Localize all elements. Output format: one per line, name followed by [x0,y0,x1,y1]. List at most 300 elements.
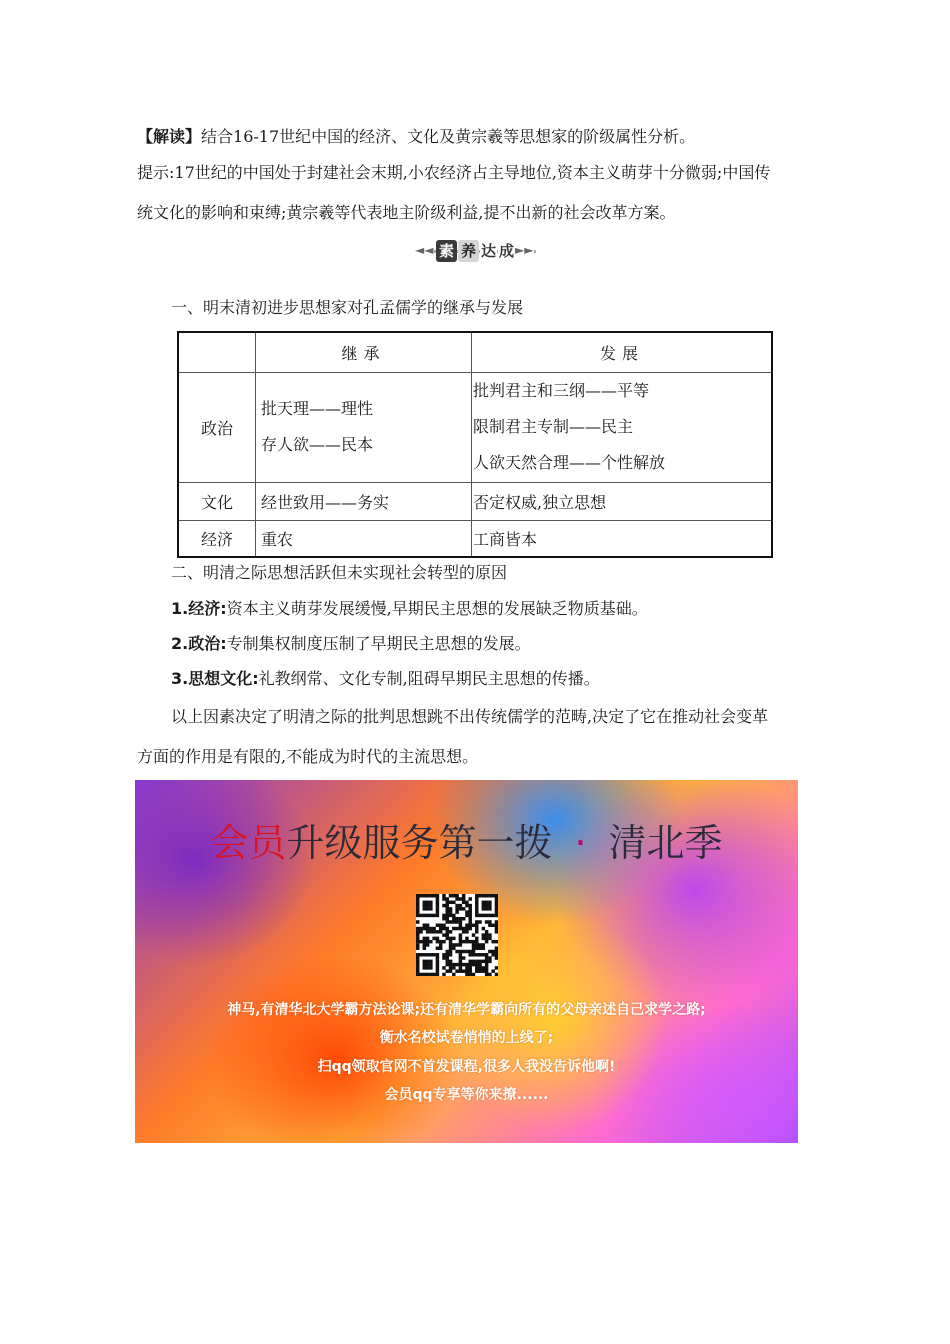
qr-module [449,940,452,943]
qr-module [426,930,429,933]
qr-module [452,894,455,897]
qr-module [472,924,475,927]
qr-module [465,966,468,969]
qr-module [416,953,419,956]
qr-module [482,933,485,936]
qr-module [416,943,419,946]
reason-culture [171,668,600,690]
jiedu-label: 【解读】 [137,127,202,146]
qr-module [423,953,426,956]
qr-module [455,910,458,913]
qr-module [416,910,419,913]
qr-module [436,973,439,976]
qr-module [446,953,449,956]
qr-module [449,894,452,897]
qr-module [429,960,432,963]
qr-module [488,933,491,936]
qr-module [468,940,471,943]
qr-module [426,953,429,956]
qr-module [495,910,498,913]
qr-module [478,914,481,917]
qr-module [485,914,488,917]
qr-module [452,946,455,949]
qr-module [419,914,422,917]
cell-economy-develop: 工商皆本 [472,520,773,557]
table-header-inherit: 继承 [256,332,472,372]
qr-module [446,897,449,900]
qr-module [426,907,429,910]
qr-module [432,914,435,917]
qr-module [482,894,485,897]
qr-module [459,927,462,930]
qr-module [446,930,449,933]
qr-module [439,946,442,949]
qr-module [459,960,462,963]
qr-module [462,897,465,900]
reason-text: 礼教纲常、文化专制,阻碍早期民主思想的传播。 [258,669,600,688]
qr-module [446,960,449,963]
qr-module [416,897,419,900]
qr-module [426,914,429,917]
qr-module [452,920,455,923]
badge-char-su: 素 [436,240,457,262]
qr-module [442,953,445,956]
qr-module [482,914,485,917]
cell-politics-inherit [256,372,472,482]
qr-module [432,930,435,933]
qr-module [436,894,439,897]
qr-module [475,904,478,907]
reason-text: 专制集权制度压制了早期民主思想的发展。 [226,634,531,653]
qr-module [426,894,429,897]
qr-module [446,901,449,904]
qr-module [478,963,481,966]
qr-module [436,940,439,943]
qr-module [459,937,462,940]
qr-module [475,940,478,943]
reason-economy [171,598,648,620]
qr-module [468,920,471,923]
qr-module [419,894,422,897]
qr-module [485,956,488,959]
row-label-politics: 政治 [178,372,256,482]
section-badge [416,238,536,266]
qr-module [436,901,439,904]
qr-module [416,956,419,959]
qr-module [426,940,429,943]
qr-module [452,901,455,904]
qr-module [475,966,478,969]
badge-char-cheng: 成 [499,242,515,260]
qr-module [449,969,452,972]
qr-module [416,960,419,963]
banner-line-1: 神马,有清华北大学霸方法论课;还有清华学霸向所有的父母亲述自己求学之路; [227,1002,706,1018]
qr-module [452,917,455,920]
promo-banner[interactable] [135,780,798,1143]
qr-module [442,924,445,927]
qr-module [485,960,488,963]
qr-module [468,897,471,900]
qr-module [459,950,462,953]
qr-module [475,914,478,917]
qr-module [462,917,465,920]
qr-module [495,920,498,923]
qr-module [465,940,468,943]
qr-module [465,963,468,966]
qr-module [419,973,422,976]
qr-module [432,894,435,897]
qr-module [475,930,478,933]
qr-module [478,969,481,972]
qr-module [465,950,468,953]
qr-module [468,907,471,910]
section1-title: 一、明末清初进步思想家对孔孟儒学的继承与发展 [171,298,524,317]
qr-module [491,940,494,943]
qr-module [472,933,475,936]
cell-line: 存人欲——民本 [261,435,374,454]
qr-module [459,933,462,936]
qr-module [475,937,478,940]
qr-module [416,904,419,907]
qr-module [485,933,488,936]
qr-module [459,966,462,969]
qr-module [419,930,422,933]
qr-module [459,917,462,920]
qr-module [449,950,452,953]
qr-module [446,907,449,910]
qr-module [485,901,488,904]
qr-module [472,963,475,966]
qr-module [429,953,432,956]
qr-module [491,924,494,927]
table-row-economy [178,520,772,557]
qr-module [429,973,432,976]
qr-module [488,937,491,940]
qr-module [452,937,455,940]
qr-module [449,943,452,946]
qr-module [485,963,488,966]
qr-module [449,966,452,969]
qr-module [429,904,432,907]
banner-title-red: 会员 [210,821,287,865]
qr-module [423,937,426,940]
qr-module [488,894,491,897]
qr-module [429,940,432,943]
qr-module [432,937,435,940]
qr-module [429,966,432,969]
qr-module [429,914,432,917]
qr-module [455,907,458,910]
qr-module [482,907,485,910]
qr-module [478,966,481,969]
qr-module [423,960,426,963]
qr-module [416,937,419,940]
qr-module [485,907,488,910]
qr-module [468,960,471,963]
qr-module [462,963,465,966]
cell-economy-inherit: 重农 [256,520,472,557]
qr-module [475,901,478,904]
qr-module [485,894,488,897]
qr-module [429,963,432,966]
reason-label: 1.经济: [171,599,227,618]
qr-module [426,966,429,969]
table-row-culture [178,482,772,520]
qr-code-graphic [416,894,498,976]
qr-module [468,950,471,953]
qr-module [485,966,488,969]
qr-module [452,943,455,946]
qr-module [495,907,498,910]
qr-module [472,973,475,976]
badge-char-yang: 养 [458,240,479,262]
qr-module [495,946,498,949]
qr-module [439,940,442,943]
qr-module [423,894,426,897]
qr-module [442,914,445,917]
qr-module [475,943,478,946]
qr-module [436,930,439,933]
qr-module [426,963,429,966]
qr-module [495,901,498,904]
reason-label: 3.思想文化: [171,669,259,688]
qr-module [446,910,449,913]
qr-module [491,953,494,956]
qr-module [465,924,468,927]
qr-module [449,910,452,913]
reason-text: 资本主义萌芽发展缓慢,早期民主思想的发展缺乏物质基础。 [226,599,648,618]
qr-module [465,901,468,904]
qr-module [449,930,452,933]
reason-politics [171,633,531,655]
qr-module [446,969,449,972]
qr-module [416,933,419,936]
qr-module [455,894,458,897]
qr-module [482,966,485,969]
qr-module [495,930,498,933]
qr-module [485,930,488,933]
qr-module [436,946,439,949]
qr-module [423,924,426,927]
table-header-row [178,332,772,372]
qr-module [426,960,429,963]
cell-line: 批判君主和三纲——平等 [473,381,650,400]
qr-module [468,963,471,966]
qr-module [439,924,442,927]
qr-module [423,907,426,910]
qr-module [488,960,491,963]
qr-module [442,894,445,897]
qr-module [482,937,485,940]
qr-module [475,953,478,956]
qr-module [449,963,452,966]
qr-module [472,960,475,963]
qr-module [449,946,452,949]
qr-module [462,901,465,904]
qr-module [485,920,488,923]
qr-module [488,956,491,959]
qr-module [475,924,478,927]
qr-module [423,973,426,976]
qr-module [482,943,485,946]
qr-module [455,950,458,953]
qr-module [491,969,494,972]
qr-module [495,904,498,907]
qr-module [449,953,452,956]
qr-module [439,943,442,946]
qr-module [449,920,452,923]
qr-module [423,904,426,907]
qr-module [452,963,455,966]
qr-module [429,927,432,930]
cell-culture-develop: 否定权威,独立思想 [472,482,773,520]
qr-module [462,907,465,910]
qr-module [436,897,439,900]
qr-module [475,960,478,963]
banner-title-main: 升级服务第一拨 [286,821,553,865]
qr-module [446,956,449,959]
qr-module [465,914,468,917]
qr-module [449,960,452,963]
qr-module [468,914,471,917]
qr-module [416,920,419,923]
qr-module [446,920,449,923]
qr-module [449,901,452,904]
jiedu-paragraph [137,126,695,148]
qr-module [462,950,465,953]
qr-module [485,973,488,976]
qr-module [423,963,426,966]
cell-line: 限制君主专制——民主 [473,417,634,436]
qr-module [439,930,442,933]
qr-module [442,927,445,930]
qr-module [459,897,462,900]
qr-module [442,973,445,976]
qr-module [455,920,458,923]
qr-module [488,901,491,904]
qr-module [485,940,488,943]
qr-module [416,963,419,966]
qr-module [482,960,485,963]
qr-module [449,937,452,940]
qr-module [426,937,429,940]
qr-module [468,917,471,920]
qr-module [416,946,419,949]
qr-module [429,901,432,904]
qr-module [482,904,485,907]
qr-module [416,907,419,910]
banner-line-3: 扫qq领取官网不首发课程,很多人我没告诉他啊! [317,1059,616,1075]
qr-module [455,897,458,900]
qr-module [426,924,429,927]
qr-module [439,927,442,930]
qr-module [475,963,478,966]
qr-module [465,969,468,972]
qr-module [416,973,419,976]
qr-module [419,940,422,943]
qr-module [468,966,471,969]
qr-module [495,897,498,900]
table-header-develop: 发展 [472,332,773,372]
qr-module [485,904,488,907]
badge-right-arrow-icon: ►► [515,243,534,257]
tishi-line-2: 统文化的影响和束缚;黄宗羲等代表地主阶级利益,提不出新的社会改革方案。 [137,203,676,222]
qr-module [462,930,465,933]
banner-title-right: 清北季 [608,821,723,865]
banner-line-2: 衡水名校试卷悄悄的上线了; [379,1030,554,1046]
qr-module [488,950,491,953]
badge-left-arrow-icon: ◄◄ [415,243,434,257]
qr-module [488,924,491,927]
cell-culture-inherit: 经世致用——务实 [256,482,472,520]
qr-module [452,966,455,969]
qr-module [482,927,485,930]
badge-char-da: 达 [481,242,497,260]
qr-module [488,920,491,923]
qr-code-icon[interactable] [416,894,498,976]
qr-module [465,973,468,976]
row-label-culture: 文化 [178,482,256,520]
qr-module [423,966,426,969]
qr-module [416,930,419,933]
qr-module [468,910,471,913]
qr-module [475,920,478,923]
qr-module [475,946,478,949]
qr-module [459,907,462,910]
qr-module [475,897,478,900]
qr-module [491,914,494,917]
qr-module [436,924,439,927]
qr-module [459,956,462,959]
qr-module [423,943,426,946]
conclusion-line-1: 以上因素决定了明清之际的批判思想跳不出传统儒学的范畴,决定了它在推动社会变革 [171,707,769,726]
qr-module [416,914,419,917]
qr-module [426,927,429,930]
banner-title-dot: · [574,821,587,865]
qr-module [462,956,465,959]
qr-module [436,969,439,972]
qr-module [436,963,439,966]
qr-module [423,946,426,949]
cell-politics-develop [472,372,773,482]
qr-module [465,937,468,940]
qr-module [459,904,462,907]
table-row-politics [178,372,772,482]
qr-module [495,966,498,969]
qr-module [446,927,449,930]
qr-module [446,963,449,966]
qr-module [452,927,455,930]
qr-module [442,933,445,936]
qr-module [436,914,439,917]
qr-module [442,897,445,900]
qr-module [465,930,468,933]
qr-module [468,969,471,972]
qr-module [462,969,465,972]
qr-module [495,950,498,953]
qr-module [482,969,485,972]
qr-module [459,920,462,923]
qr-module [478,943,481,946]
qr-module [488,973,491,976]
qr-module [465,910,468,913]
qr-module [449,907,452,910]
qr-module [475,910,478,913]
qr-module [485,953,488,956]
qr-module [491,894,494,897]
qr-module [442,917,445,920]
qr-module [475,969,478,972]
